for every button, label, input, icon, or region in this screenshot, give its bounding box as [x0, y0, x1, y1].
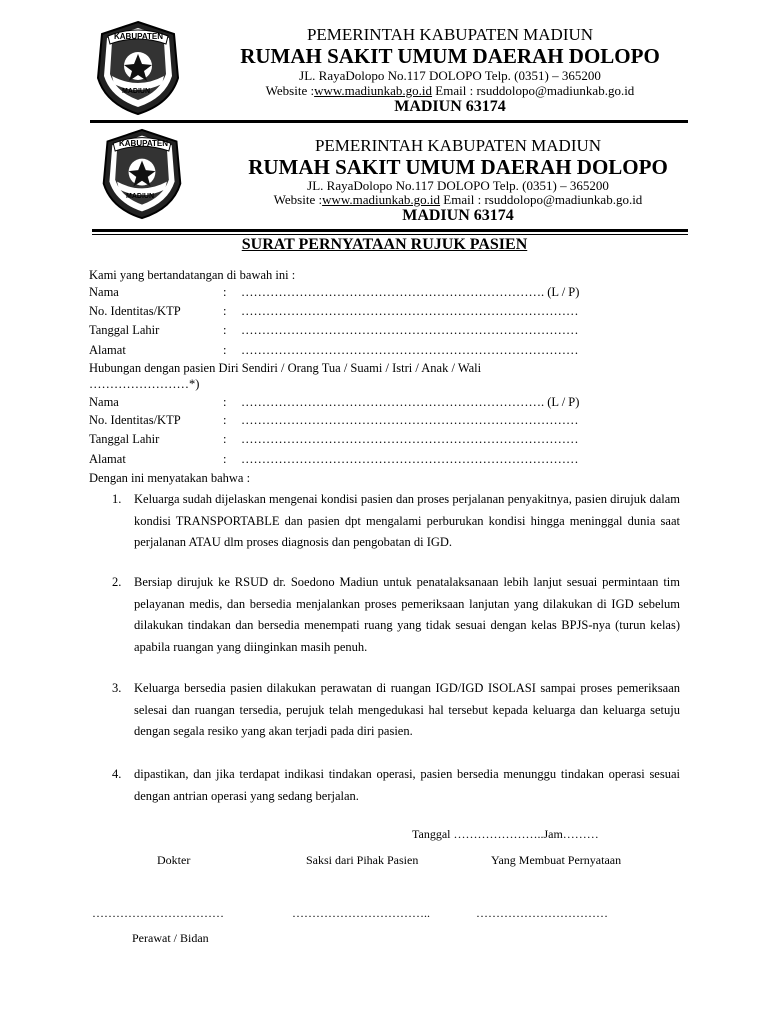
field-colon: : [223, 285, 227, 299]
header2-government: PEMERINTAH KABUPATEN MADIUN [314, 136, 602, 155]
witness-label: Saksi dari Pihak Pasien [306, 853, 419, 867]
declarant-signature-line[interactable]: …………………………… [476, 906, 608, 920]
statement-number: 2. [112, 575, 122, 589]
date-time-line[interactable]: Tanggal …………………..Jam……… [412, 827, 599, 841]
website-link[interactable]: www.madiunkab.go.id [322, 192, 441, 207]
field-colon: : [223, 304, 227, 318]
header1-address: JL. RayaDolopo No.117 DOLOPO Telp. (0351) – 365200 [299, 68, 601, 83]
statement-number: 3. [112, 681, 122, 695]
field-colon: : [223, 343, 227, 357]
fill-in-blank[interactable]: ………………………………………………………………. (L / P) [241, 395, 580, 409]
field-label: Tanggal Lahir [89, 432, 160, 446]
header1-government: PEMERINTAH KABUPATEN MADIUN [306, 25, 594, 44]
fill-in-blank[interactable]: ………………………………………………………………. (L / P) [241, 285, 580, 299]
header2-contact [208, 192, 708, 208]
statement-item-4 [112, 764, 680, 808]
regency-logo-top [90, 18, 186, 118]
intro-text: Kami yang bertandatangan di bawah ini : [89, 268, 296, 282]
website-label: Website : [273, 192, 323, 207]
logo-bottom-label: MADIUN [122, 88, 150, 95]
relation-fill-in[interactable]: ……………………*) [89, 377, 200, 391]
header2-thin-rule [92, 234, 688, 235]
header1-thick-rule [90, 120, 688, 123]
doctor-label: Dokter [157, 853, 191, 867]
header2-thick-rule [92, 229, 688, 232]
field-colon: : [223, 452, 227, 466]
fill-in-blank[interactable]: ……………………………………………………………………… [241, 452, 579, 466]
header2-hospital: RUMAH SAKIT UMUM DAERAH DOLOPO [248, 155, 668, 179]
field-label: Alamat [89, 452, 126, 466]
fill-in-blank[interactable]: ……………………………………………………………………… [241, 304, 579, 318]
statement-item-1 [112, 489, 680, 575]
field-label: Nama [89, 395, 119, 409]
declarant-label: Yang Membuat Pernyataan [491, 853, 622, 867]
witness-signature-line[interactable]: …………………………….. [292, 906, 430, 920]
website-link[interactable]: www.madiunkab.go.id [314, 83, 433, 98]
logo-top-label: KABUPATEN [114, 32, 164, 41]
field-label: Tanggal Lahir [89, 323, 160, 337]
regency-logo-bottom [96, 126, 188, 222]
email-label: Email : rsuddolopo@madiunkab.go.id [440, 192, 643, 207]
field-label: Alamat [89, 343, 126, 357]
doctor-signature-line[interactable]: …………………………… [92, 906, 224, 920]
header2-city: MADIUN 63174 [402, 207, 514, 224]
statement-item-2 [112, 572, 680, 678]
document-title: SURAT PERNYATAAN RUJUK PASIEN [241, 236, 528, 253]
field-label: No. Identitas/KTP [89, 413, 181, 427]
field-colon: : [223, 413, 227, 427]
statement-number: 4. [112, 767, 122, 781]
statement-text: Keluarga bersedia pasien dilakukan perawatan di ruangan IGD/IGD ISOLASI sampai proses pemeriksaan selesai dan ruangan tersedia, perujuk telah mengedukasi hal tersebut kepada keluarga dan keluarga setuju dengan segala resiko yang akan terjadi pada diri pasien. [134, 681, 680, 738]
field-label: No. Identitas/KTP [89, 304, 181, 318]
email-label: Email : rsuddolopo@madiunkab.go.id [432, 83, 635, 98]
statement-text: Keluarga sudah dijelaskan mengenai kondisi pasien dan proses perjalanan penyakitnya, pasien dirujuk dalam kondisi TRANSPORTABLE dan pasien dpt mengalami perburukan kondisi hingga meninggal dunia saat perjalanan ATAU dlm proses diagnosis dan pengobatan di IGD. [134, 492, 680, 549]
statement-number: 1. [112, 492, 122, 506]
website-label: Website : [265, 83, 315, 98]
fill-in-blank[interactable]: ……………………………………………………………………… [241, 413, 579, 427]
statement-text: Bersiap dirujuk ke RSUD dr. Soedono Madiun untuk penatalaksanaan lebih lanjut sesuai permintaan tim pelayanan medis, dan bersedia menjalankan proses pemeriksaan lanjutan yang dilakukan di IGD sebelum dilakukan tindakan dan bersedia menempati ruang yang tidak sesuai dengan kelas BPJS-nya (turun kelas) apabila ruangan yang diinginkan masih penuh. [134, 575, 680, 654]
field-label: Nama [89, 285, 119, 299]
logo-bottom-label: MADIUN [126, 193, 154, 200]
fill-in-blank[interactable]: ……………………………………………………………………… [241, 323, 579, 337]
statement-item-3 [112, 678, 680, 764]
header1-contact [200, 83, 700, 99]
header1-hospital: RUMAH SAKIT UMUM DAERAH DOLOPO [240, 44, 660, 68]
relation-line: Hubungan dengan pasien Diri Sendiri / Orang Tua / Suami / Istri / Anak / Wali [89, 361, 482, 375]
field-colon: : [223, 432, 227, 446]
statement-intro: Dengan ini menyatakan bahwa : [89, 471, 251, 485]
logo-top-label: KABUPATEN [119, 139, 169, 148]
field-colon: : [223, 323, 227, 337]
nurse-label: Perawat / Bidan [132, 931, 209, 945]
fill-in-blank[interactable]: ……………………………………………………………………… [241, 343, 579, 357]
header2-address: JL. RayaDolopo No.117 DOLOPO Telp. (0351) – 365200 [307, 178, 609, 193]
header1-city: MADIUN 63174 [394, 98, 506, 115]
statement-text: dipastikan, dan jika terdapat indikasi tindakan operasi, pasien bersedia menunggu tindakan operasi sesuai dengan antrian operasi yang sedang berjalan. [134, 767, 680, 803]
field-colon: : [223, 395, 227, 409]
fill-in-blank[interactable]: ……………………………………………………………………… [241, 432, 579, 446]
